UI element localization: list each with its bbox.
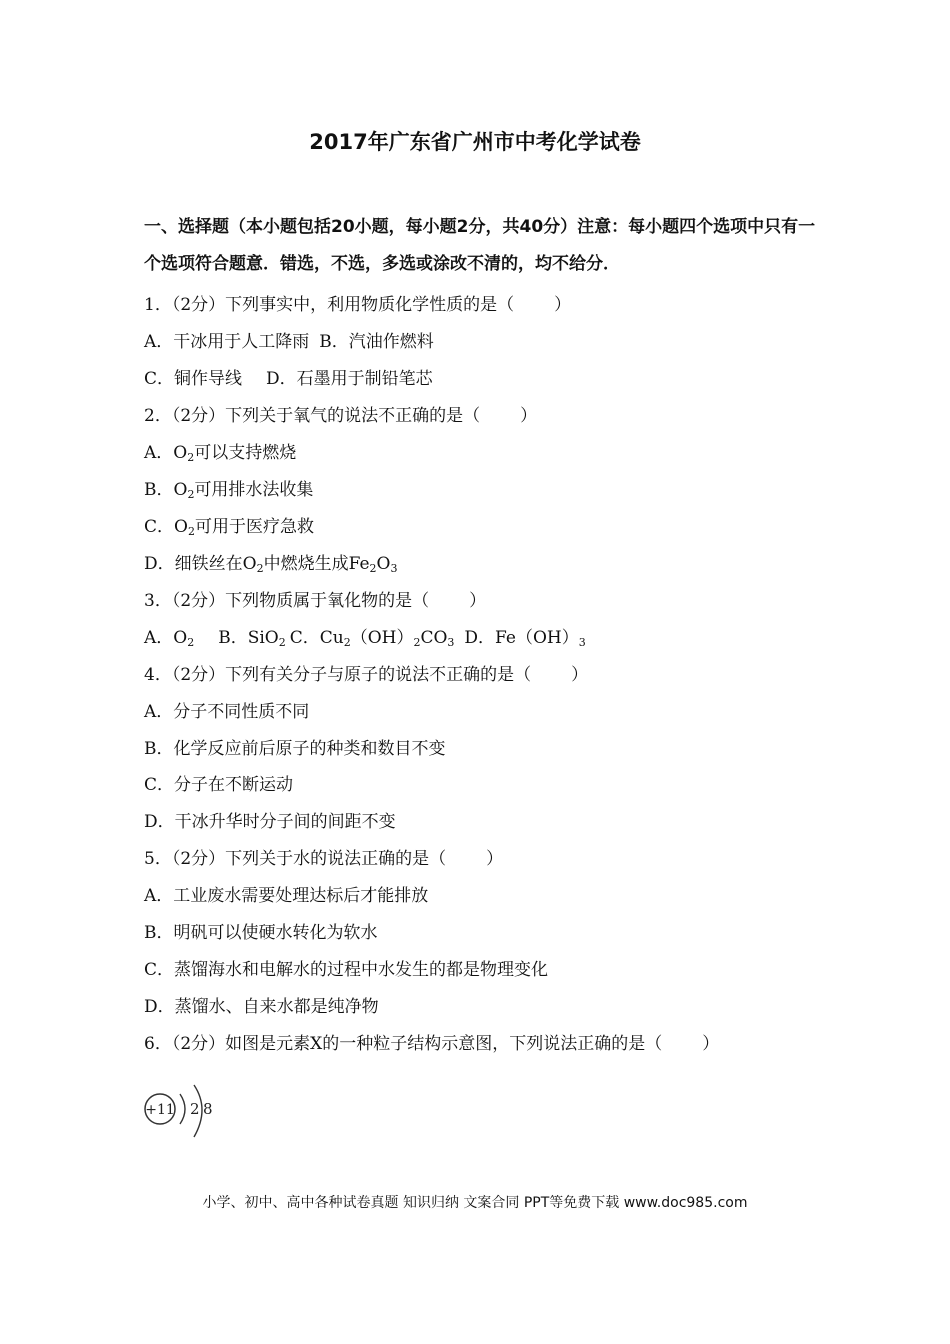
subscript: 3	[578, 636, 586, 649]
q5-close: ）	[486, 849, 504, 869]
q3-stem-text: 3．（2分）下列物质属于氧化物的是（	[144, 591, 430, 611]
subscript: 2	[343, 636, 351, 649]
nucleus-charge: +11	[145, 1102, 175, 1118]
q2-c-post: 可用于医疗急救	[194, 517, 314, 537]
q5-option-b: B．明矾可以使硬水转化为软水	[144, 923, 378, 943]
question-4-stem	[144, 660, 588, 685]
question-2-option-d	[144, 549, 397, 575]
q3-close: ）	[469, 591, 487, 611]
q2-b-pre: B．O	[144, 480, 188, 500]
question-2-option-a	[144, 438, 296, 464]
subscript: 2	[187, 488, 195, 501]
subscript: 3	[390, 562, 398, 575]
q2-b-post: 可用排水法收集	[194, 480, 314, 500]
q2-a-post: 可以支持燃烧	[194, 443, 297, 463]
subscript: 2	[187, 525, 195, 538]
q3-option-b: B．SiO	[218, 628, 279, 648]
shell-1-electrons: 2	[190, 1100, 200, 1118]
q4-stem-text: 4．（2分）下列有关分子与原子的说法不正确的是（	[144, 665, 532, 685]
question-2-option-c	[144, 512, 314, 538]
q6-stem-text: 6．（2分）如图是元素X的一种粒子结构示意图，下列说法正确的是（	[144, 1034, 663, 1054]
q2-a-pre: A．O	[144, 443, 188, 463]
q2-stem-text: 2．（2分）下列关于氧气的说法不正确的是（	[144, 406, 481, 426]
q1-option-b: B．汽油作燃料	[319, 332, 434, 352]
q2-c-pre: C．O	[144, 517, 188, 537]
q6-close: ）	[702, 1034, 720, 1054]
q1-option-a: A．干冰用于人工降雨	[144, 332, 310, 352]
q5-option-a: A．工业废水需要处理达标后才能排放	[144, 886, 429, 906]
question-1-options-cd	[144, 364, 433, 389]
question-2-stem	[144, 401, 537, 426]
question-3-stem	[144, 586, 486, 611]
q1-option-c: C．铜作导线	[144, 369, 243, 389]
q3-option-d: D．Fe（OH）	[464, 628, 579, 648]
subscript: 3	[447, 636, 455, 649]
q4-option-a: A．分子不同性质不同	[144, 702, 310, 722]
question-3-options	[144, 623, 586, 649]
question-5-stem	[144, 844, 503, 869]
question-1-options-ab	[144, 327, 434, 352]
q5-option-d: D．蒸馏水、自来水都是纯净物	[144, 997, 379, 1017]
page-title: 2017年广东省广州市中考化学试卷	[309, 130, 641, 154]
shell-2-electrons: 8	[203, 1100, 213, 1118]
electron-shell-1-arc	[180, 1094, 185, 1124]
subscript: 2	[187, 451, 195, 464]
q3-option-c: C．Cu	[289, 628, 344, 648]
q3-option-a: A．O	[144, 628, 188, 648]
q2-close: ）	[520, 406, 538, 426]
q5-option-c: C．蒸馏海水和电解水的过程中水发生的都是物理变化	[144, 960, 549, 980]
q3-c-post: CO	[420, 628, 448, 648]
question-6-stem	[144, 1029, 719, 1054]
atom-structure-diagram	[140, 1082, 230, 1152]
q1-stem-text: 1．（2分）下列事实中，利用物质化学性质的是（	[144, 295, 515, 315]
q2-d-pre: D．细铁丝在O	[144, 554, 257, 574]
q1-close: ）	[554, 295, 572, 315]
section-heading: 一、选择题（本小题包括20小题，每小题2分，共40分）注意：每小题四个选项中只有一个选项符合题意．错选，不选，多选或涂改不清的，均不给分．	[144, 217, 816, 274]
page-footer: 小学、初中、高中各种试卷真题 知识归纳 文案合同 PPT等免费下载 www.doc985.com	[202, 1195, 748, 1211]
question-2-option-b	[144, 475, 313, 501]
subscript: 2	[187, 636, 195, 649]
q2-d-mid2: O	[376, 554, 391, 574]
subscript: 2	[278, 636, 286, 649]
q2-d-mid: 中燃烧生成Fe	[263, 554, 370, 574]
subscript: 2	[256, 562, 264, 575]
q4-option-b: B．化学反应前后原子的种类和数目不变	[144, 739, 446, 759]
q4-close: ）	[571, 665, 589, 685]
q1-option-d: D．石墨用于制铅笔芯	[266, 369, 433, 389]
q4-option-d: D．干冰升华时分子间的间距不变	[144, 812, 396, 832]
subscript: 2	[413, 636, 421, 649]
subscript: 2	[369, 562, 377, 575]
q5-stem-text: 5．（2分）下列关于水的说法正确的是（	[144, 849, 447, 869]
q4-option-c: C．分子在不断运动	[144, 775, 294, 795]
q3-c-mid: （OH）	[350, 628, 414, 648]
question-1-stem	[144, 290, 571, 315]
